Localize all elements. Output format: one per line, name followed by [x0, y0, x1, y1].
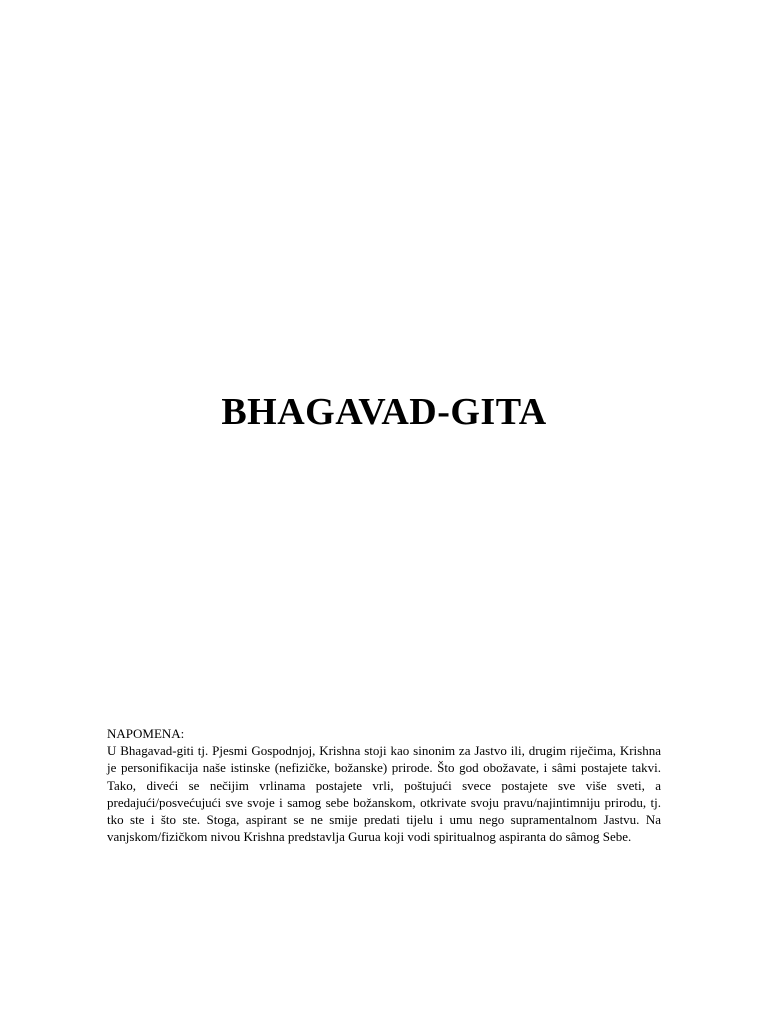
note-body: U Bhagavad-giti tj. Pjesmi Gospodnjoj, Krishna stoji kao sinonim za Jastvo ili, drugim riječima, Krishna je personifikacija naše istinske (nefizičke, božanske) prirode. Što god obožavate, i sâmi postajete takvi. Tako, diveći se nečijim vrlinama postajete vrli, poštujući svece postajete sve više sveti, a predajući/posvećujući sve svoje i samog sebe božanskom, otkrivate svoju pravu/najintimniju prirodu, tj. tko ste i što ste. Stoga, aspirant se ne smije predati tijelu i umu nego supramentalnom Jastvu. Na vanjskom/fizičkom nivou Krishna predstavlja Gurua koji vodi spiritualnog aspiranta do sâmog Sebe. [107, 743, 661, 845]
note-heading: NAPOMENA: [107, 726, 185, 741]
document-title: BHAGAVAD-GITA [221, 391, 547, 433]
note-section [107, 725, 661, 845]
